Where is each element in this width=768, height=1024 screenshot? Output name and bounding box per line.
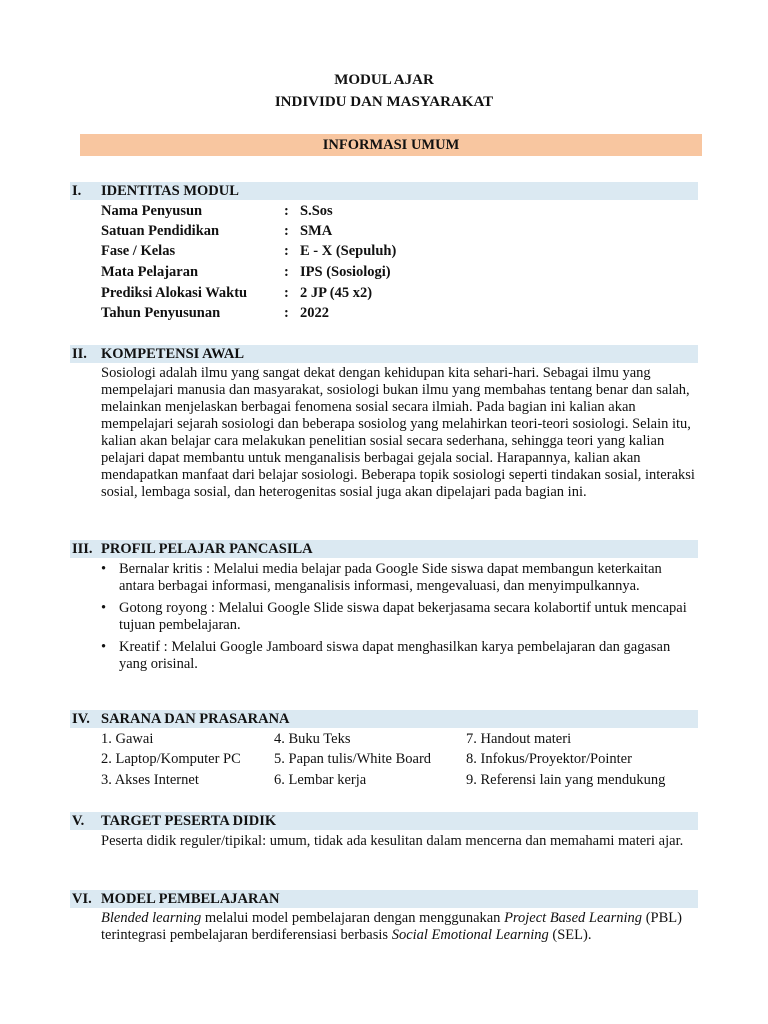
sarana-item: 8. Infokus/Proyektor/Pointer	[466, 751, 632, 767]
list-item-text: Gotong royong : Melalui Google Slide siswa dapat bekerjasama secara kolabortif untuk mencapai tujuan pembelajaran.	[119, 600, 687, 633]
list-item	[101, 561, 691, 595]
section-title: MODEL PEMBELAJARAN	[101, 891, 280, 907]
module-title: MODUL AJAR	[334, 72, 434, 88]
list-item	[101, 639, 691, 673]
identity-value: 2022	[300, 305, 329, 321]
section-target-header	[70, 812, 698, 830]
list-item	[101, 600, 691, 634]
identity-separator: :	[284, 285, 289, 301]
bullet-icon: •	[101, 561, 107, 577]
profil-list	[101, 561, 691, 678]
kompetensi-paragraph: Sosiologi adalah ilmu yang sangat dekat dengan kehidupan kita sehari-hari. Sebagai ilmu yang mempelajari manusia dan masyarakat, sosiologi bukan ilmu yang membahas tentang benar dan salah, melainkan menjelaskan berbagai fenomena sosial secara ilmiah. Pada bagian ini kalian akan mempelajari sejarah sosiologi dan beberapa sosiolog yang melahirkan teori-teori sosiologi. Selain itu, kalian akan belajar cara melakukan penelitian sosial secara sederhana, sehingga teori yang kalian pelajari dapat membantu untuk menganalisis berbagai gejala social. Harapannya, kalian akan mendapatkan manfaat dari belajar sosiologi. Beberapa topik sosiologi seperti tindakan sosial, interaksi sosial, lembaga sosial, dan heterogenitas sosial juga akan dipelajari pada bagian ini.	[101, 365, 695, 500]
sarana-item: 7. Handout materi	[466, 731, 572, 747]
section-title: TARGET PESERTA DIDIK	[101, 813, 277, 829]
sarana-item: 9. Referensi lain yang mendukung	[466, 772, 666, 788]
identity-separator: :	[284, 243, 289, 259]
model-term-sel: Social Emotional Learning	[391, 927, 549, 943]
bullet-icon: •	[101, 639, 107, 655]
identity-separator: :	[284, 203, 289, 219]
identity-label: Fase / Kelas	[101, 243, 176, 259]
model-text: melalui model pembelajaran dengan menggunakan	[201, 910, 505, 926]
identity-label: Prediksi Alokasi Waktu	[101, 285, 248, 301]
sarana-item: 6. Lembar kerja	[274, 772, 367, 788]
sarana-item: 5. Papan tulis/White Board	[274, 751, 432, 767]
identity-value: SMA	[300, 223, 333, 239]
section-model-header	[70, 890, 698, 908]
list-item-text: Kreatif : Melalui Google Jamboard siswa dapat menghasilkan karya pembelajaran dan gagasan yang orisinal.	[119, 639, 671, 672]
identity-separator: :	[284, 305, 289, 321]
identity-label: Nama Penyusun	[101, 203, 203, 219]
sarana-item: 3. Akses Internet	[101, 772, 199, 788]
model-text: (SEL).	[548, 927, 592, 943]
identity-label: Mata Pelajaran	[101, 264, 199, 280]
target-paragraph: Peserta didik reguler/tipikal: umum, tidak ada kesulitan dalam mencerna dan memahami materi ajar.	[101, 833, 684, 849]
sarana-item: 4. Buku Teks	[274, 731, 351, 747]
section-number: IV.	[72, 711, 90, 727]
identity-label: Tahun Penyusunan	[101, 305, 221, 321]
model-term-blended: Blended learning	[101, 910, 202, 926]
section-number: VI.	[72, 891, 92, 907]
module-subtitle: INDIVIDU DAN MASYARAKAT	[274, 94, 494, 110]
identity-value: S.Sos	[300, 203, 333, 219]
section-identitas-header	[70, 182, 698, 200]
section-title: SARANA DAN PRASARANA	[101, 711, 290, 727]
section-number: II.	[72, 346, 87, 362]
list-item-text: Bernalar kritis : Melalui media belajar pada Google Side siswa dapat membangun keterkaitan antara berbagai informasi, menganalisis informasi, mengevaluasi, dan menyimpulkannya.	[119, 561, 662, 594]
identity-label: Satuan Pendidikan	[101, 223, 220, 239]
identity-value: IPS (Sosiologi)	[300, 264, 391, 280]
section-kompetensi-header	[70, 345, 698, 363]
identity-value: E - X (Sepuluh)	[300, 243, 397, 259]
model-text: (PBL) terintegrasi pembelajaran berdiferensiasi berbasis	[101, 910, 682, 943]
section-sarana-header	[70, 710, 698, 728]
sarana-item: 2. Laptop/Komputer PC	[101, 751, 241, 767]
general-info-band: INFORMASI UMUM	[80, 134, 702, 156]
model-paragraph	[101, 910, 701, 944]
identity-value: 2 JP (45 x2)	[300, 285, 373, 301]
section-title: IDENTITAS MODUL	[101, 183, 239, 199]
sarana-item: 1. Gawai	[101, 731, 154, 747]
identity-separator: :	[284, 264, 289, 280]
section-number: V.	[72, 813, 85, 829]
identity-separator: :	[284, 223, 289, 239]
section-profil-header	[70, 540, 698, 558]
section-number: III.	[72, 541, 93, 557]
section-number: I.	[72, 183, 82, 199]
bullet-icon: •	[101, 600, 107, 616]
model-term-pbl: Project Based Learning	[504, 910, 643, 926]
section-title: PROFIL PELAJAR PANCASILA	[101, 541, 313, 557]
section-title: KOMPETENSI AWAL	[101, 346, 245, 362]
